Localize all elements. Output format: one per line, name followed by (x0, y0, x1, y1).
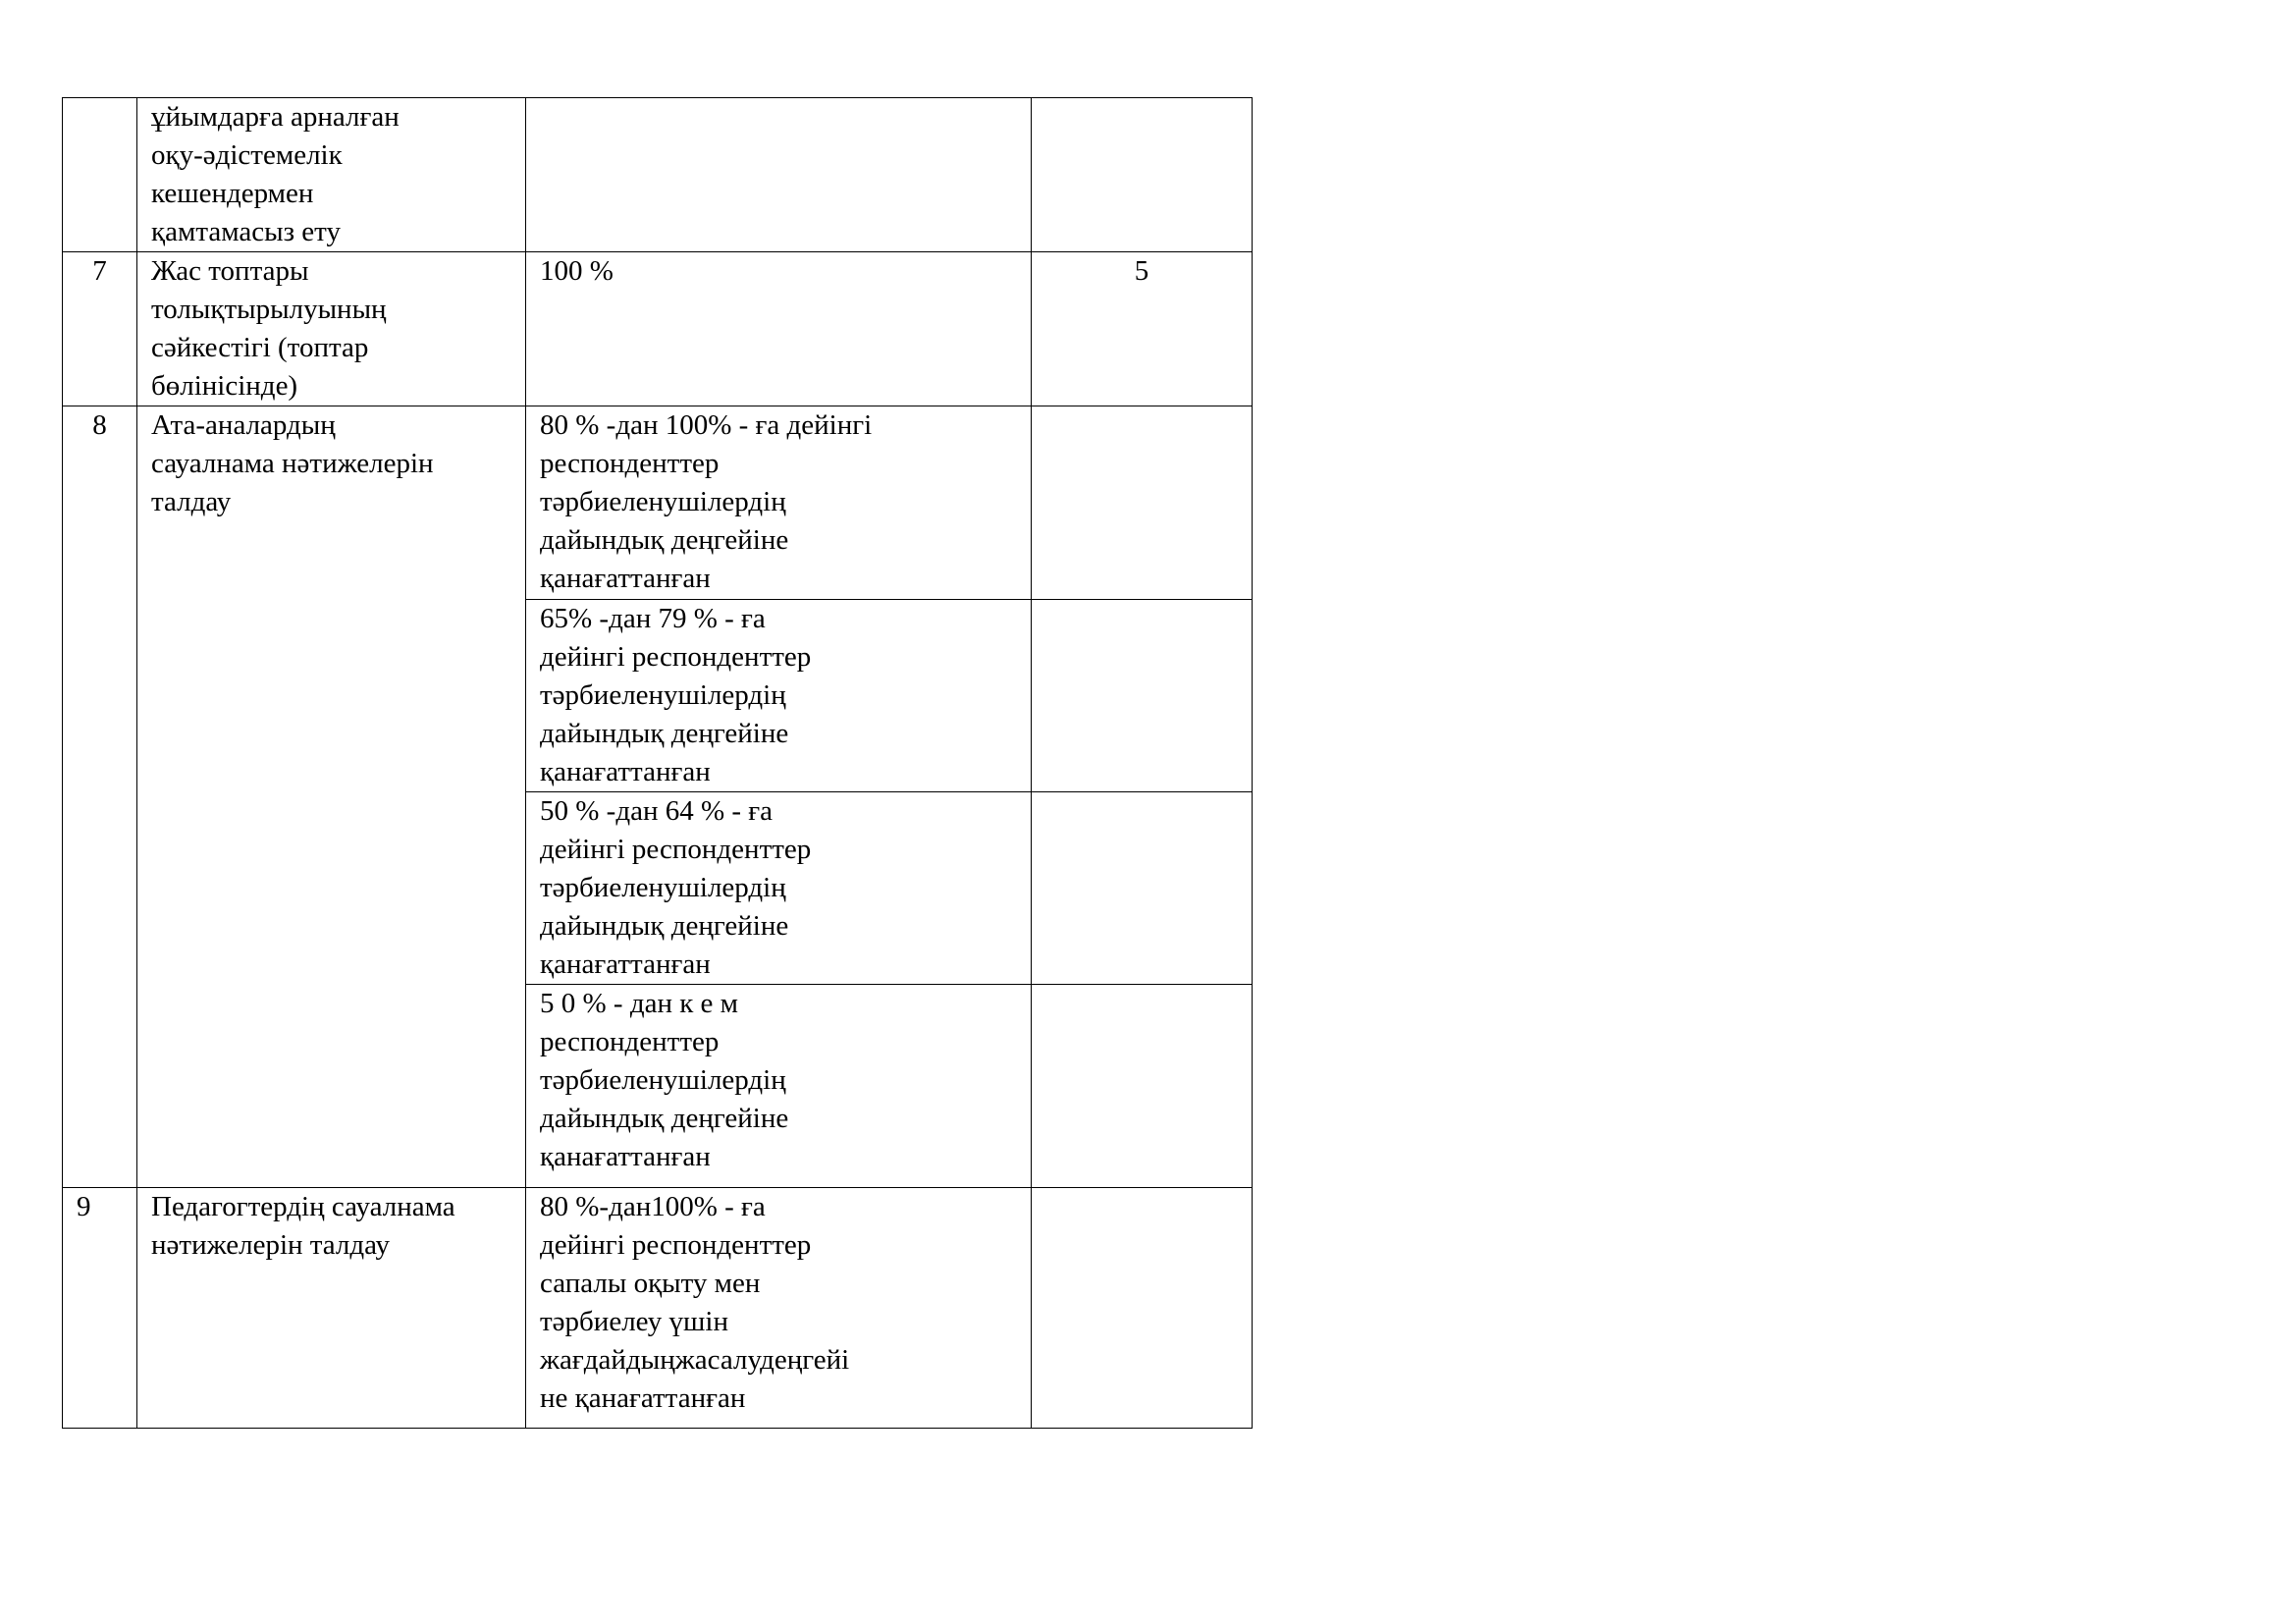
criterion-text: 80 % -дан 100% - ға дейінгі респонденттер тәрбиеленушілердің дайындық деңгейіне қанағаттанған (540, 409, 873, 594)
row-number-cell (63, 406, 137, 1188)
score-cell (1032, 1188, 1253, 1429)
score-cell (1032, 600, 1253, 792)
score-cell (1032, 98, 1253, 252)
criterion-text: 80 %-дан100% - ға дейінгі респонденттер сапалы оқыту мен тәрбиелеу үшін жағдайдыңжасалудеңгейі не қанағаттанған (540, 1191, 850, 1414)
table-row (63, 1188, 1253, 1429)
indicator-cell (137, 1188, 526, 1429)
row-number-cell (63, 252, 137, 406)
criterion-cell (526, 406, 1032, 600)
indicator-text: Ата-аналардың сауалнама нәтижелерін талдау (151, 409, 434, 517)
row-number: 8 (92, 409, 107, 441)
row-number-cell (63, 1188, 137, 1429)
criteria-table (62, 97, 1253, 1429)
indicator-cell (137, 98, 526, 252)
indicator-cell (137, 406, 526, 1188)
criterion-text: 65% -дан 79 % - ға дейінгі респонденттер тәрбиеленушілердің дайындық деңгейіне қанағаттанған (540, 603, 812, 787)
indicator-text: ұйымдарға арналған оқу-әдістемелік кешендермен қамтамасыз ету (151, 101, 400, 247)
score-cell (1032, 792, 1253, 985)
score-cell (1032, 252, 1253, 406)
criterion-cell (526, 98, 1032, 252)
criterion-cell (526, 792, 1032, 985)
criterion-cell (526, 985, 1032, 1188)
criterion-cell (526, 252, 1032, 406)
indicator-text: Жас топтары толықтырылуының сәйкестігі (топтар бөлінісінде) (151, 255, 387, 402)
score-cell (1032, 985, 1253, 1188)
indicator-cell (137, 252, 526, 406)
table-row (63, 98, 1253, 252)
criterion-text: 5 0 % - дан к е м респонденттер тәрбиеленушілердің дайындық деңгейіне қанағаттанған (540, 988, 789, 1172)
score-value: 5 (1134, 255, 1149, 287)
criterion-text: 50 % -дан 64 % - ға дейінгі респонденттер тәрбиеленушілердің дайындық деңгейіне қанағаттанған (540, 795, 812, 980)
criterion-cell (526, 600, 1032, 792)
row-number: 7 (92, 255, 107, 287)
score-cell (1032, 406, 1253, 600)
row-number: 9 (77, 1191, 91, 1222)
table-row (63, 406, 1253, 600)
table-row (63, 252, 1253, 406)
indicator-text: Педагогтердің сауалнама нәтижелерін талдау (151, 1191, 455, 1261)
criterion-cell (526, 1188, 1032, 1429)
criterion-text: 100 % (540, 255, 614, 287)
row-number-cell (63, 98, 137, 252)
